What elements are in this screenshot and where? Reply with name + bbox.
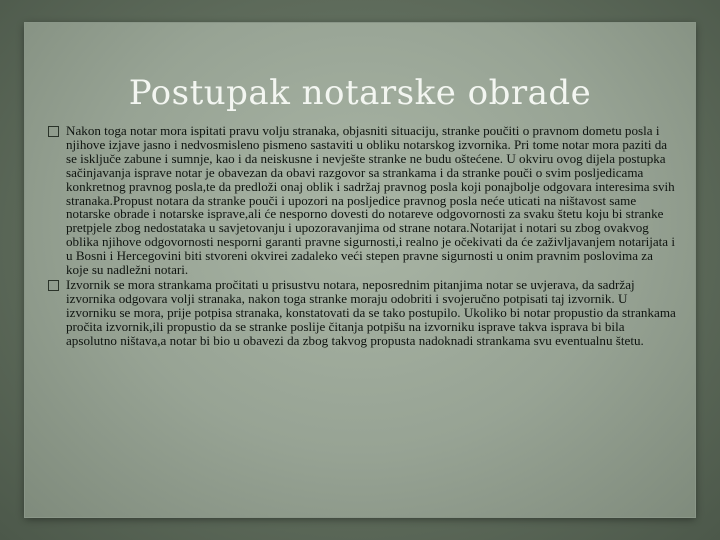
bullet-text: Nakon toga notar mora ispitati pravu volju stranaka, objasniti situaciju, stranke poučiti o pravnom dometu posla i njihove izjave jasno i nedvosmisleno pismeno sastaviti u obliku notarskog izvornika. Pri tome notar mora paziti da se isključe zabune i sumnje, kao i da neiskusne i nevješte stranke ne budu oštećene. U okviru ovog dijela postupka sačinjavanja isprave notar je obavezan da obavi razgovor sa strankama i da stranke pouči o svim posljedicama konkretnog pravnog posla,te da predloži onaj oblik i sadržaj pravnog posla koji ponajbolje odgovara interesima svih stranaka.Propust notara da stranke pouči i upozori na posljedice pravnog posla neće uticati na ništavost same notarske obrade i notarske isprave,ali će nesporno dovesti do notareve odgovornosti za svaku štetu koju bi stranke pretpjele zbog nedostataka u savjetovanju i upozoravanjima od strane notara.Notarijat i notari su zbog ovakvog oblika njihove odgovornosti nesporni garanti pravne sigurnosti,i realno je očekivati da će zaživljavanjem notarijata i u Bosni i Hercegovini biti stvoreni okvirei zadaleko veći stepen pravne sigurnosti u onim pravnim poslovima za koje su nadležni notari. <box>66 123 676 278</box>
bullet-text: Izvornik se mora strankama pročitati u prisustvu notara, neposrednim pitanjima notar se uvjerava, da sadržaj izvornika odgovara volji stranaka, nakon toga stranke moraju odobriti i svojeručno potpisati taj izvornik. U izvorniku se mora, prije potpisa stranaka, konstatovati da se tako postupilo. Ukoliko bi notar propustio da strankama pročita izvornik,ili propustio da se stranke poslije čitanja potpišu na izvorniku isprave takva isprava bi bila apsolutno ništava,a notar bi bio u obavezi da zbog takvog propusta nadoknadi strankama svu eventualnu štetu. <box>66 276 676 348</box>
bullet-item <box>48 124 676 277</box>
slide-title: Postupak notarske obrade <box>128 72 592 113</box>
checkbox-bullet-icon <box>48 126 59 137</box>
checkbox-bullet-icon <box>48 280 59 291</box>
bullet-list <box>48 124 676 349</box>
bullet-item <box>48 278 676 348</box>
